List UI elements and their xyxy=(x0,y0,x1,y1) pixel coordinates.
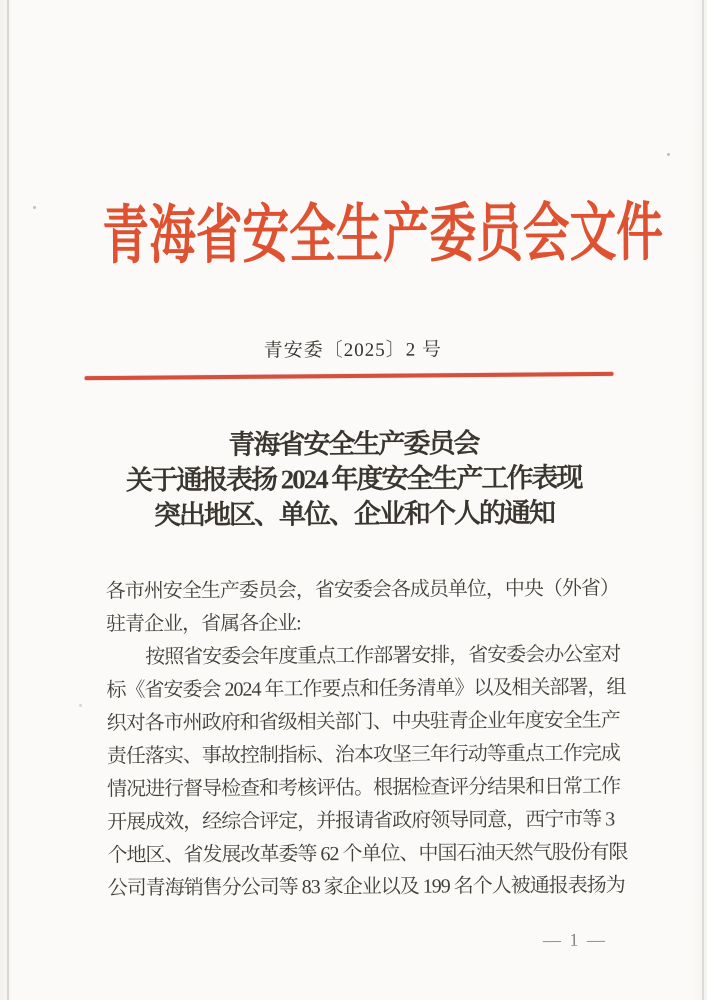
body-line: 情况进行督导检查和考核评估。根据检查评分结果和日常工作 xyxy=(107,775,621,801)
body-line: 织对各市州政府和省级相关部门、中央驻青企业年度安全生产 xyxy=(106,709,620,735)
body-line: 开展成效，经综合评定，并报请省政府领导同意，西宁市等 3 xyxy=(107,808,615,834)
notice-title xyxy=(0,425,707,534)
notice-title-line-3: 突出地区、单位、企业和个人的通知 xyxy=(153,497,554,531)
body-line: 各市州安全生产委员会，省安委会各成员单位，中央（外省） xyxy=(105,577,619,603)
body-line: 按照省安委会年度重点工作部署安排，省安委会办公室对 xyxy=(145,643,621,669)
notice-title-line-1: 青海省安全生产委员会 xyxy=(228,428,479,460)
notice-title-line-2: 关于通报表扬 2024 年度安全生产工作表现 xyxy=(125,462,582,496)
document-number: 青安委〔2025〕2 号 xyxy=(263,339,443,362)
letterhead-title xyxy=(0,194,706,276)
body-line: 驻青企业，省属各企业: xyxy=(105,612,301,636)
body-line: 标《省安委会 2024 年工作要点和任务清单》以及相关部署，组 xyxy=(106,676,626,702)
red-separator-rule xyxy=(85,372,614,380)
body-line: 公司青海销售分公司等 83 家企业以及 199 名个人被通报表扬为 xyxy=(107,874,625,900)
body-line: 个地区、省发展改革委等 62 个单位、中国石油天然气股份有限 xyxy=(107,841,628,867)
body-text xyxy=(106,572,628,905)
page-number: — 1 — xyxy=(542,929,608,950)
body-line: 责任落实、事故控制指标、治本攻坚三年行动等重点工作完成 xyxy=(106,742,620,768)
letterhead-title-text: 青海省安全生产委员会文件 xyxy=(102,197,664,272)
